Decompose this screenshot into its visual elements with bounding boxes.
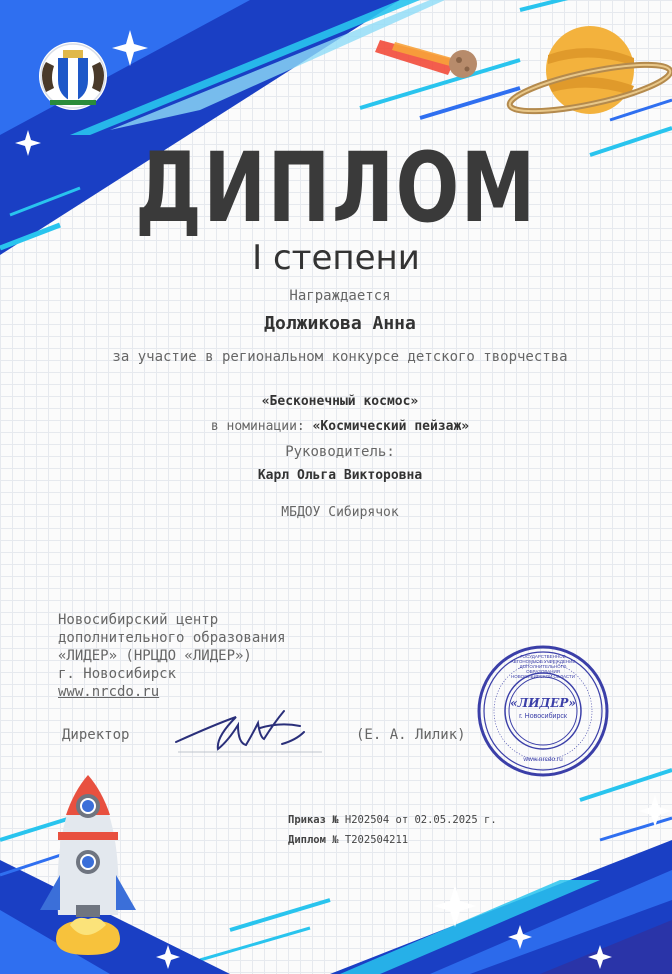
awarded-label: Награждается bbox=[289, 288, 391, 304]
diploma-number: № Т202504211 bbox=[332, 834, 409, 846]
diploma-title: ДИПЛОМ bbox=[135, 132, 537, 244]
diploma-degree: I степени bbox=[252, 238, 420, 278]
recipient-name: Должикова Анна bbox=[264, 313, 416, 334]
comet-icon bbox=[375, 40, 477, 78]
org-city: г. Новосибирск bbox=[58, 666, 177, 682]
org-line-3: «ЛИДЕР» (НРЦДО «ЛИДЕР») bbox=[58, 648, 252, 664]
stamp-city: г. Новосибирск bbox=[519, 713, 567, 720]
stamp-bottom-text: www.nrcdo.ru bbox=[523, 756, 563, 763]
org-line-2: дополнительного образования bbox=[58, 630, 286, 646]
director-name: (Е. А. Лилик) bbox=[356, 727, 466, 743]
order-block bbox=[288, 810, 497, 850]
nomination bbox=[80, 419, 600, 434]
supervisor-label: Руководитель: bbox=[285, 444, 395, 460]
order-date: от 02.05.2025 г. bbox=[395, 814, 497, 826]
participation-text: за участие в региональном конкурсе детского творчества bbox=[112, 349, 568, 365]
coat-of-arms-logo bbox=[39, 42, 107, 110]
institution-name: МБДОУ Сибирячок bbox=[281, 505, 399, 520]
order-label: Приказ № bbox=[288, 814, 339, 826]
org-website-link[interactable]: www.nrcdo.ru bbox=[58, 684, 160, 700]
order-number: Н202504 bbox=[344, 814, 390, 826]
contest-name: «Бесконечный космос» bbox=[261, 394, 419, 409]
nomination-name: «Космический пейзаж» bbox=[312, 419, 470, 434]
stamp-ring-text: ГОСУДАРСТВЕННОЕ АВТОНОМНОЕ УЧРЕЖДЕНИЕ ДОПОЛНИТЕЛЬНОГО ОБРАЗОВАНИЯ НОВОСИБИРСКОЙ ОБЛАСТИ bbox=[510, 654, 576, 679]
org-line-1: Новосибирский центр bbox=[58, 612, 219, 628]
director-signature bbox=[176, 711, 304, 749]
nomination-label: в номинации: bbox=[210, 419, 305, 434]
stamp-center-text: «ЛИДЕР» bbox=[510, 696, 576, 710]
director-label: Директор bbox=[62, 727, 130, 743]
supervisor-name: Карл Ольга Викторовна bbox=[257, 468, 423, 483]
diploma-number-label: Диплом bbox=[288, 834, 326, 846]
organization-block bbox=[58, 611, 286, 701]
